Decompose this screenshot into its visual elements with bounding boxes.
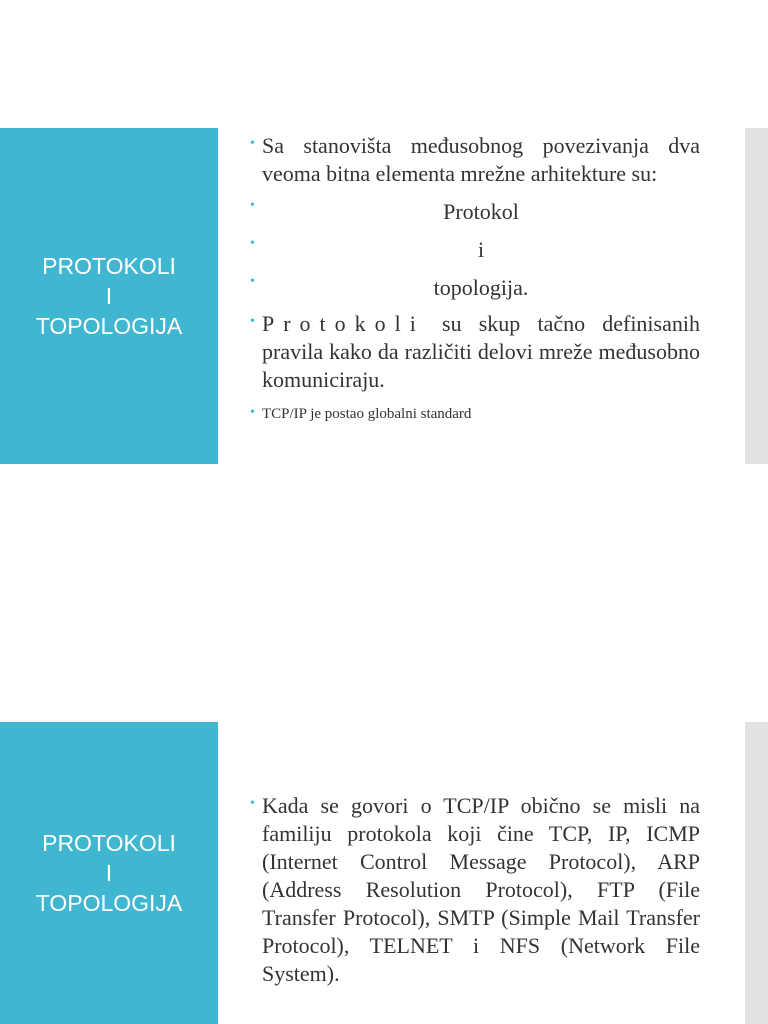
bullet-item: • i: [250, 236, 700, 264]
bullet-item: • topologija.: [250, 274, 700, 302]
slide-title-line: TOPOLOGIJA: [35, 313, 183, 339]
slide-title-panel: [0, 722, 218, 1024]
slide-1: [0, 128, 768, 464]
bullet-item: • Kada se govori o TCP/IP obično se misli na familiju protokola koji čine TCP, IP, ICMP (Internet Control Message Protocol), ARP (Address Resolution Protocol), FTP (File Transfer Protocol), SMTP (Simple Mail Transfer Protocol), TELNET i NFS (Network File System).: [250, 792, 700, 988]
slide-title-panel: [0, 128, 218, 464]
slide-content: [250, 792, 700, 988]
spaced-term: Protokoli: [262, 311, 425, 336]
slide-title-line: PROTOKOLI: [42, 830, 176, 856]
slide-title-line: I: [105, 283, 113, 309]
side-bar: [745, 128, 768, 464]
bullet-text: su skup tačno definisanih pravila kako da različiti delovi mreže međusobno komuniciraju.: [262, 311, 700, 392]
slide-title-line: PROTOKOLI: [42, 253, 176, 279]
slide-title: [9, 828, 209, 918]
slide-title-line: TOPOLOGIJA: [35, 890, 183, 916]
bullet-item: • TCP/IP je postao globalni standard: [250, 404, 700, 424]
bullet-item: • Protokol: [250, 198, 700, 226]
side-bar: [745, 722, 768, 1024]
slide-2: [0, 722, 768, 1024]
slide-title: [9, 251, 209, 341]
bullet-item: • Sa stanovišta međusobnog povezivanja dva veoma bitna elementa mrežne arhitekture su:: [250, 132, 700, 188]
slide-title-line: I: [105, 860, 113, 886]
bullet-item: [250, 310, 700, 394]
slide-content: [250, 132, 700, 424]
